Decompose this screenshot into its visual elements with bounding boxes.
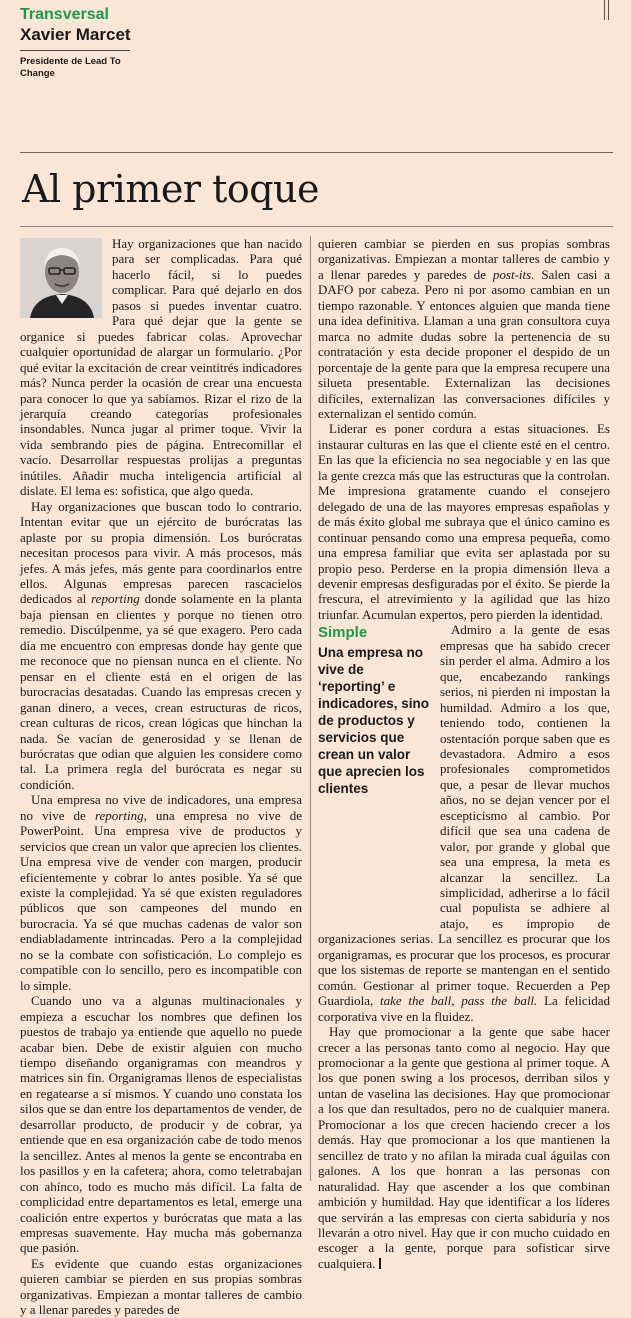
article-column-left [20,236,302,1318]
column-divider [310,236,311,1181]
pull-quote-text: Una empresa no vive de ‘reporting’ e indicadores, sino de productos y servicios que crean un valor que aprecien los clientes [318,645,430,797]
title-divider [20,226,613,227]
author-name: Xavier Marcet [20,25,131,44]
article-paragraph: Hay organizaciones que han nacido para ser complicadas. Para qué hacerlo fácil, si lo puedes complicar. Para qué dejarlo en dos pasos si puedes inventar cuatro. Para qué dejar que la gente se organice si puedes fabricar colas. Aprovechar cualquier oportunidad de alargar un formulario. ¿Por qué evitar la excitación de crear veintitrés indicadores más? Nunca perder la ocasión de crear una encuesta para conocer lo que ya sabíamos. Rizar el rizo de la jerarquía creando categorías profesionales insondables. Nunca jugar al primer toque. Vivir la vida sembrando pies de página. Entrecomillar el vacío. Desarrollar respuestas prolijas a preguntas inútiles. Añadir mucha inteligencia artificial al dislate. El lema es: sofistica, que algo queda. [20,236,302,499]
top-divider [20,152,613,153]
pull-quote-label: Simple [318,624,368,642]
author-divider [20,50,130,51]
author-portrait-icon [20,238,102,318]
article-paragraph: Una empresa no vive de indicadores, una empresa no vive de reporting, una empresa no vive de PowerPoint. Una empresa vive de productos y servicios que crean un valor que aprecien los clientes. Una empresa vive de vender con margen, producir eficientemente y cobrar lo antes posible. Ya sé que existe la complejidad. Ya sé que existen reguladores públicos que son campeones del mundo en burocracia. Ya sé que muchas cadenas de valor son endiabladamente intrincadas. Pero a la complejidad no se la combate con sofisticación. Lo complejo es compatible con lo sencillo, pero es incompatible con lo simple. [20,792,303,993]
article-paragraph: Hay organizaciones que buscan todo lo contrario. Intentan evitar que un ejército de burócratas las aplaste por su propia dimensión. Los burócratas necesitan procesos para vivir. A más procesos, más jefes. A más jefes, más gente para coordinarlos entre ellos. Algunas empresas parecen rascacielos dedicados al reporting donde solamente en la planta baja piensan en clientes y porque no tienen otro remedio. Discúlpenme, ya sé que exagero. Pero cada día me encuentro con empresas donde hay gente que me reconoce que no piensan nunca en el cliente. No pensar en el cliente está en el origen de las burocracias desatadas. Cuando las empresas crecen y ganan dinero, a veces, crean estructuras de ricos, crean culturas de ricos, crean lógicas que hinchan la nada. Se vacían de generosidad y se llenan de burócratas que odian que alguien les considere como tal. La primera regla del burócrata es negar su condición. [20,498,302,792]
article-paragraph: Liderar es poner cordura a estas situaciones. Es instaurar culturas en las que el cliente esté en el centro. En las que la eficiencia no sea negociable y en las que la gente crezca más que las estructuras que la controlan. Me impresiona gratamente cuando el consejero delegado de una de las mayores empresas españolas y de más éxito global me subraya que el único camino es continuar pensando como una empresa pequeña, como una empresa familiar que evita ser aplastada por su propio peso. Perderse en la propia dimensión lleva a devenir empresas desfiguradas por el éxito. Se pierde la frescura, el atrevimiento y la agilidad que las hizo triunfar. Acumulan expertos, pero pierden la identidad. [318,421,610,622]
end-mark-icon [379,1258,381,1269]
article-paragraph: Cuando uno va a algunas multinacionales y empieza a escuchar los nombres que definen los puestos de trabajo ya entiende que aquello no puede acabar bien. Debe de existir alguien con mucho tiempo diseñando organigramas con meandros y matrices sin fin. Organigramas llenos de especialistas en regatearse a sí mismos. Y cuando uno constata los silos que se dan entre los departamentos de vender, de desarrollar producto, de producir y de cobrar, ya entiende que en esa organización cabe de todo menos la sencillez. Antes al menos la gente se encontraba en los pasillos y en la cafetera; ahora, como teletrabajan con ahínco, todo es mucho más difícil. La falta de complicidad entre departamentos es letal, emerge una coalición entre expertos y burócratas que mata a las empresas suavemente. Hay mucha más gobernanza que pasión. [20,993,302,1256]
article-paragraph: Admiro a la gente de esas empresas que ha sabido crecer sin perder el alma. Admiro a los que, encabezando rankings serios, ni pierden ni impostan la humildad. Admiro a los que, teniendo todo, contienen la ostentación porque saben que es devastadora. Admiro a esos profesionales comprometidos que, a pesar de llevar muchos años, no se dejan vencer por el escepticismo al cambio. Por difícil que sea una cadena de valor, por grande y global que sea una empresa, la meta es alcanzar la sencillez. La simplicidad, adherirse a lo fácil cual populista se adhiere al atajo, es impropio de organizaciones serias. La sencillez es procurar que los organigramas, es procurar que los procesos, es procurar que los sistemas de reporte se mantengan en el sentido común. Gestionar al primer toque. Recuerden a Pep Guardiola, take the ball, pass the ball. La felicidad corporativa vive en la fluidez. [318,622,611,1024]
page-corner-mark [604,0,609,20]
section-label: Transversal [20,6,109,23]
author-role: Presidente de Lead To Change [20,56,121,79]
pull-quote [318,624,432,919]
article-header [20,6,610,80]
article-title: Al primer toque [22,167,320,211]
article-paragraph: quieren cambiar se pierden en sus propias sombras organizativas. Empiezan a montar talleres de cambio y a llenar paredes y paredes de post-its. Salen casi a DAFO por cabeza. Pero ni por asomo cambian en un tiempo razonable. Y entonces alguien que manda tiene una idea definitiva. Llaman a una gran consultora cuya marca no admite dudas sobre la pertenencia de su contratación y esta decide proponer el despido de un porcentaje de la gente para que la empresa recupere una silueta presentable. Externalizan las decisiones difíciles, externalizan las conversaciones difíciles y externalizan el sentido común. [318,236,611,421]
article-column-right [318,236,610,1271]
article-paragraph: Hay que promocionar a la gente que sabe hacer crecer a las personas tanto como al negocio. Hay que promocionar a la gente que gestiona al primer toque. A los que ponen swing a los procesos, derriban silos y untan de vaselina las decisiones. Hay que promocionar a los que dan resultados, pero no de cualquier manera. Promocionar a los que crecen haciendo crecer a los demás. Hay que promocionar a los que mantienen la sencillez de trato y no afilan la mirada cual águilas con galones. A los que honran a las personas con naturalidad. Hay que ascender a los que combinan ambición y humildad. Hay que identificar a los líderes que servirán a las empresas con cierta sabiduría y nos llevarán a otro nivel. Hay que ir con mucho cuidado en escoger a la gente, porque para sofisticar sirve cualquiera. [318,1024,610,1271]
article-paragraph: Es evidente que cuando estas organizaciones quieren cambiar se pierden en sus propias sombras organizativas. Empiezan a montar talleres de cambio y a llenar paredes y paredes de [20,1255,302,1318]
